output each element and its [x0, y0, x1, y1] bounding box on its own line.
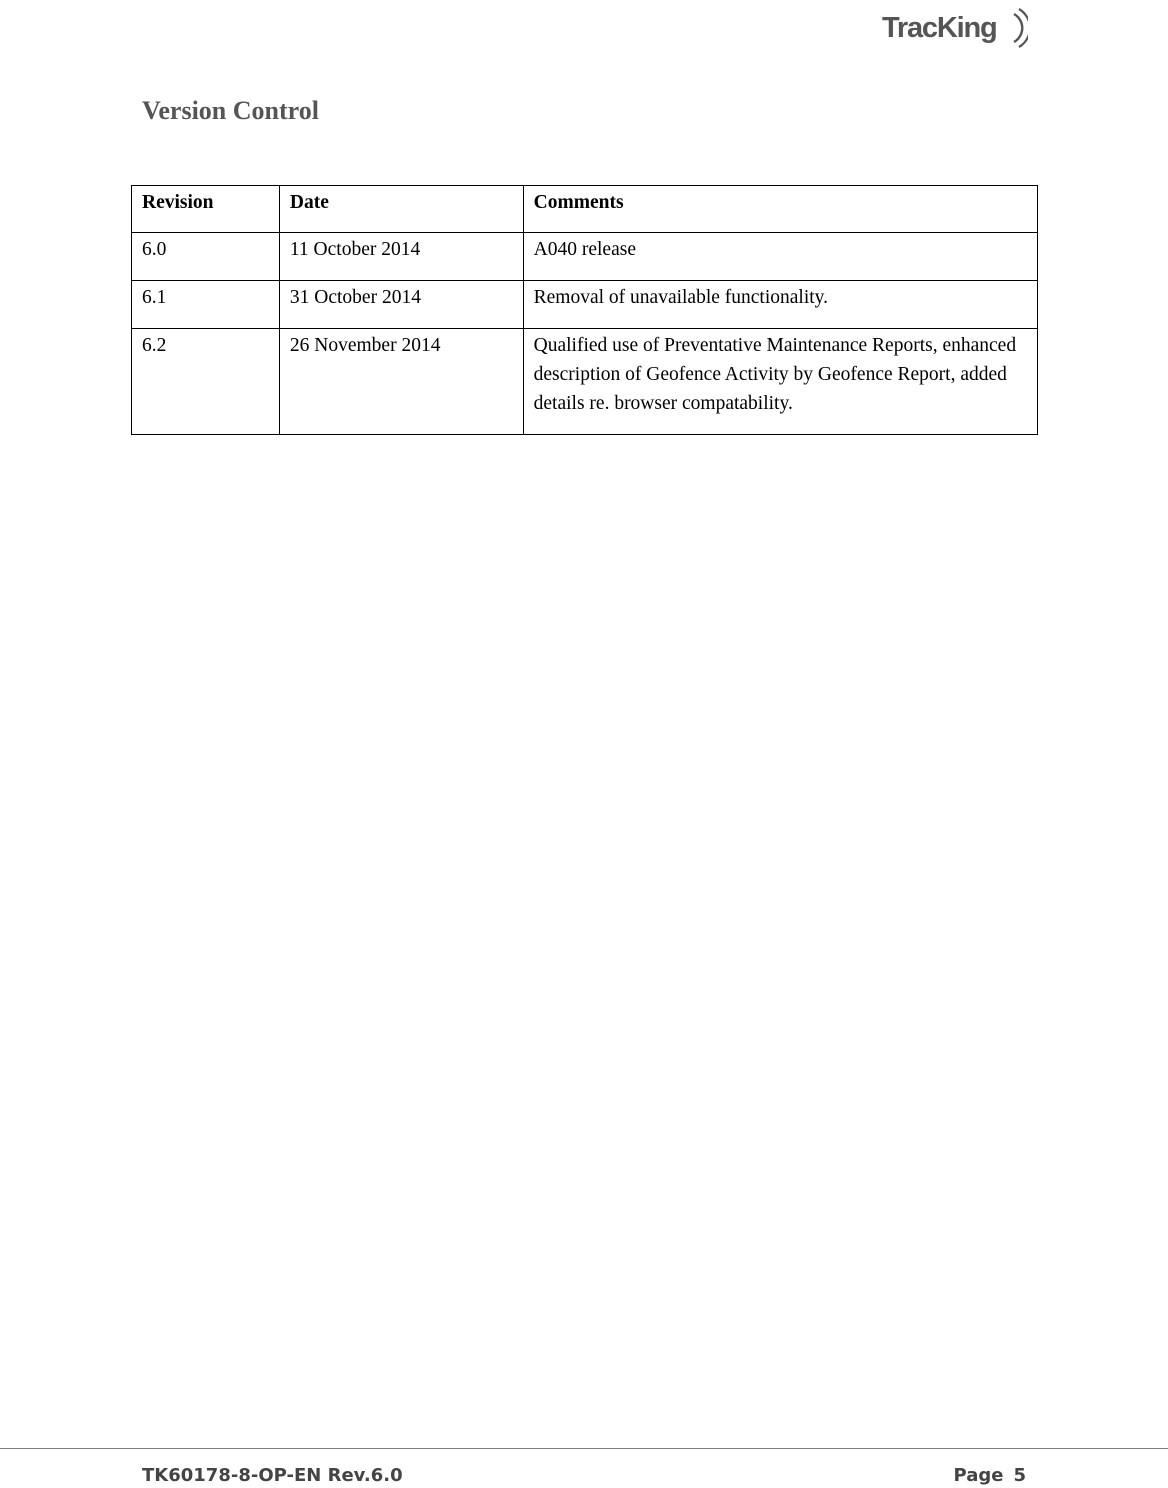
signal-arcs-icon	[878, 4, 1028, 52]
comments-cell: Removal of unavailable functionality.	[523, 281, 1037, 329]
column-header-comments: Comments	[523, 186, 1037, 233]
table-row	[132, 281, 1038, 329]
date-cell: 26 November 2014	[279, 329, 523, 435]
revision-cell: 6.0	[132, 233, 280, 281]
page-number: 5	[1013, 1465, 1026, 1486]
column-header-date: Date	[279, 186, 523, 233]
date-cell: 31 October 2014	[279, 281, 523, 329]
table-row	[132, 329, 1038, 435]
logo-wordmark: TracKing	[882, 12, 997, 44]
revision-cell: 6.1	[132, 281, 280, 329]
table-row	[132, 233, 1038, 281]
comments-cell: Qualified use of Preventative Maintenance Reports, enhanced description of Geofence Activity by Geofence Report, added details re. browser compatability.	[523, 329, 1037, 435]
table-header-row	[132, 186, 1038, 233]
comments-cell: A040 release	[523, 233, 1037, 281]
column-header-revision: Revision	[132, 186, 280, 233]
revision-cell: 6.2	[132, 329, 280, 435]
version-control-table	[131, 185, 1038, 435]
page-label: Page	[953, 1465, 1004, 1486]
tracking-logo	[878, 4, 1028, 52]
date-cell: 11 October 2014	[279, 233, 523, 281]
page-title: Version Control	[142, 96, 319, 125]
footer-document-code: TK60178-8-OP-EN Rev.6.0	[142, 1465, 403, 1486]
footer-page-indicator	[954, 1465, 1026, 1486]
footer-divider	[0, 1448, 1168, 1449]
